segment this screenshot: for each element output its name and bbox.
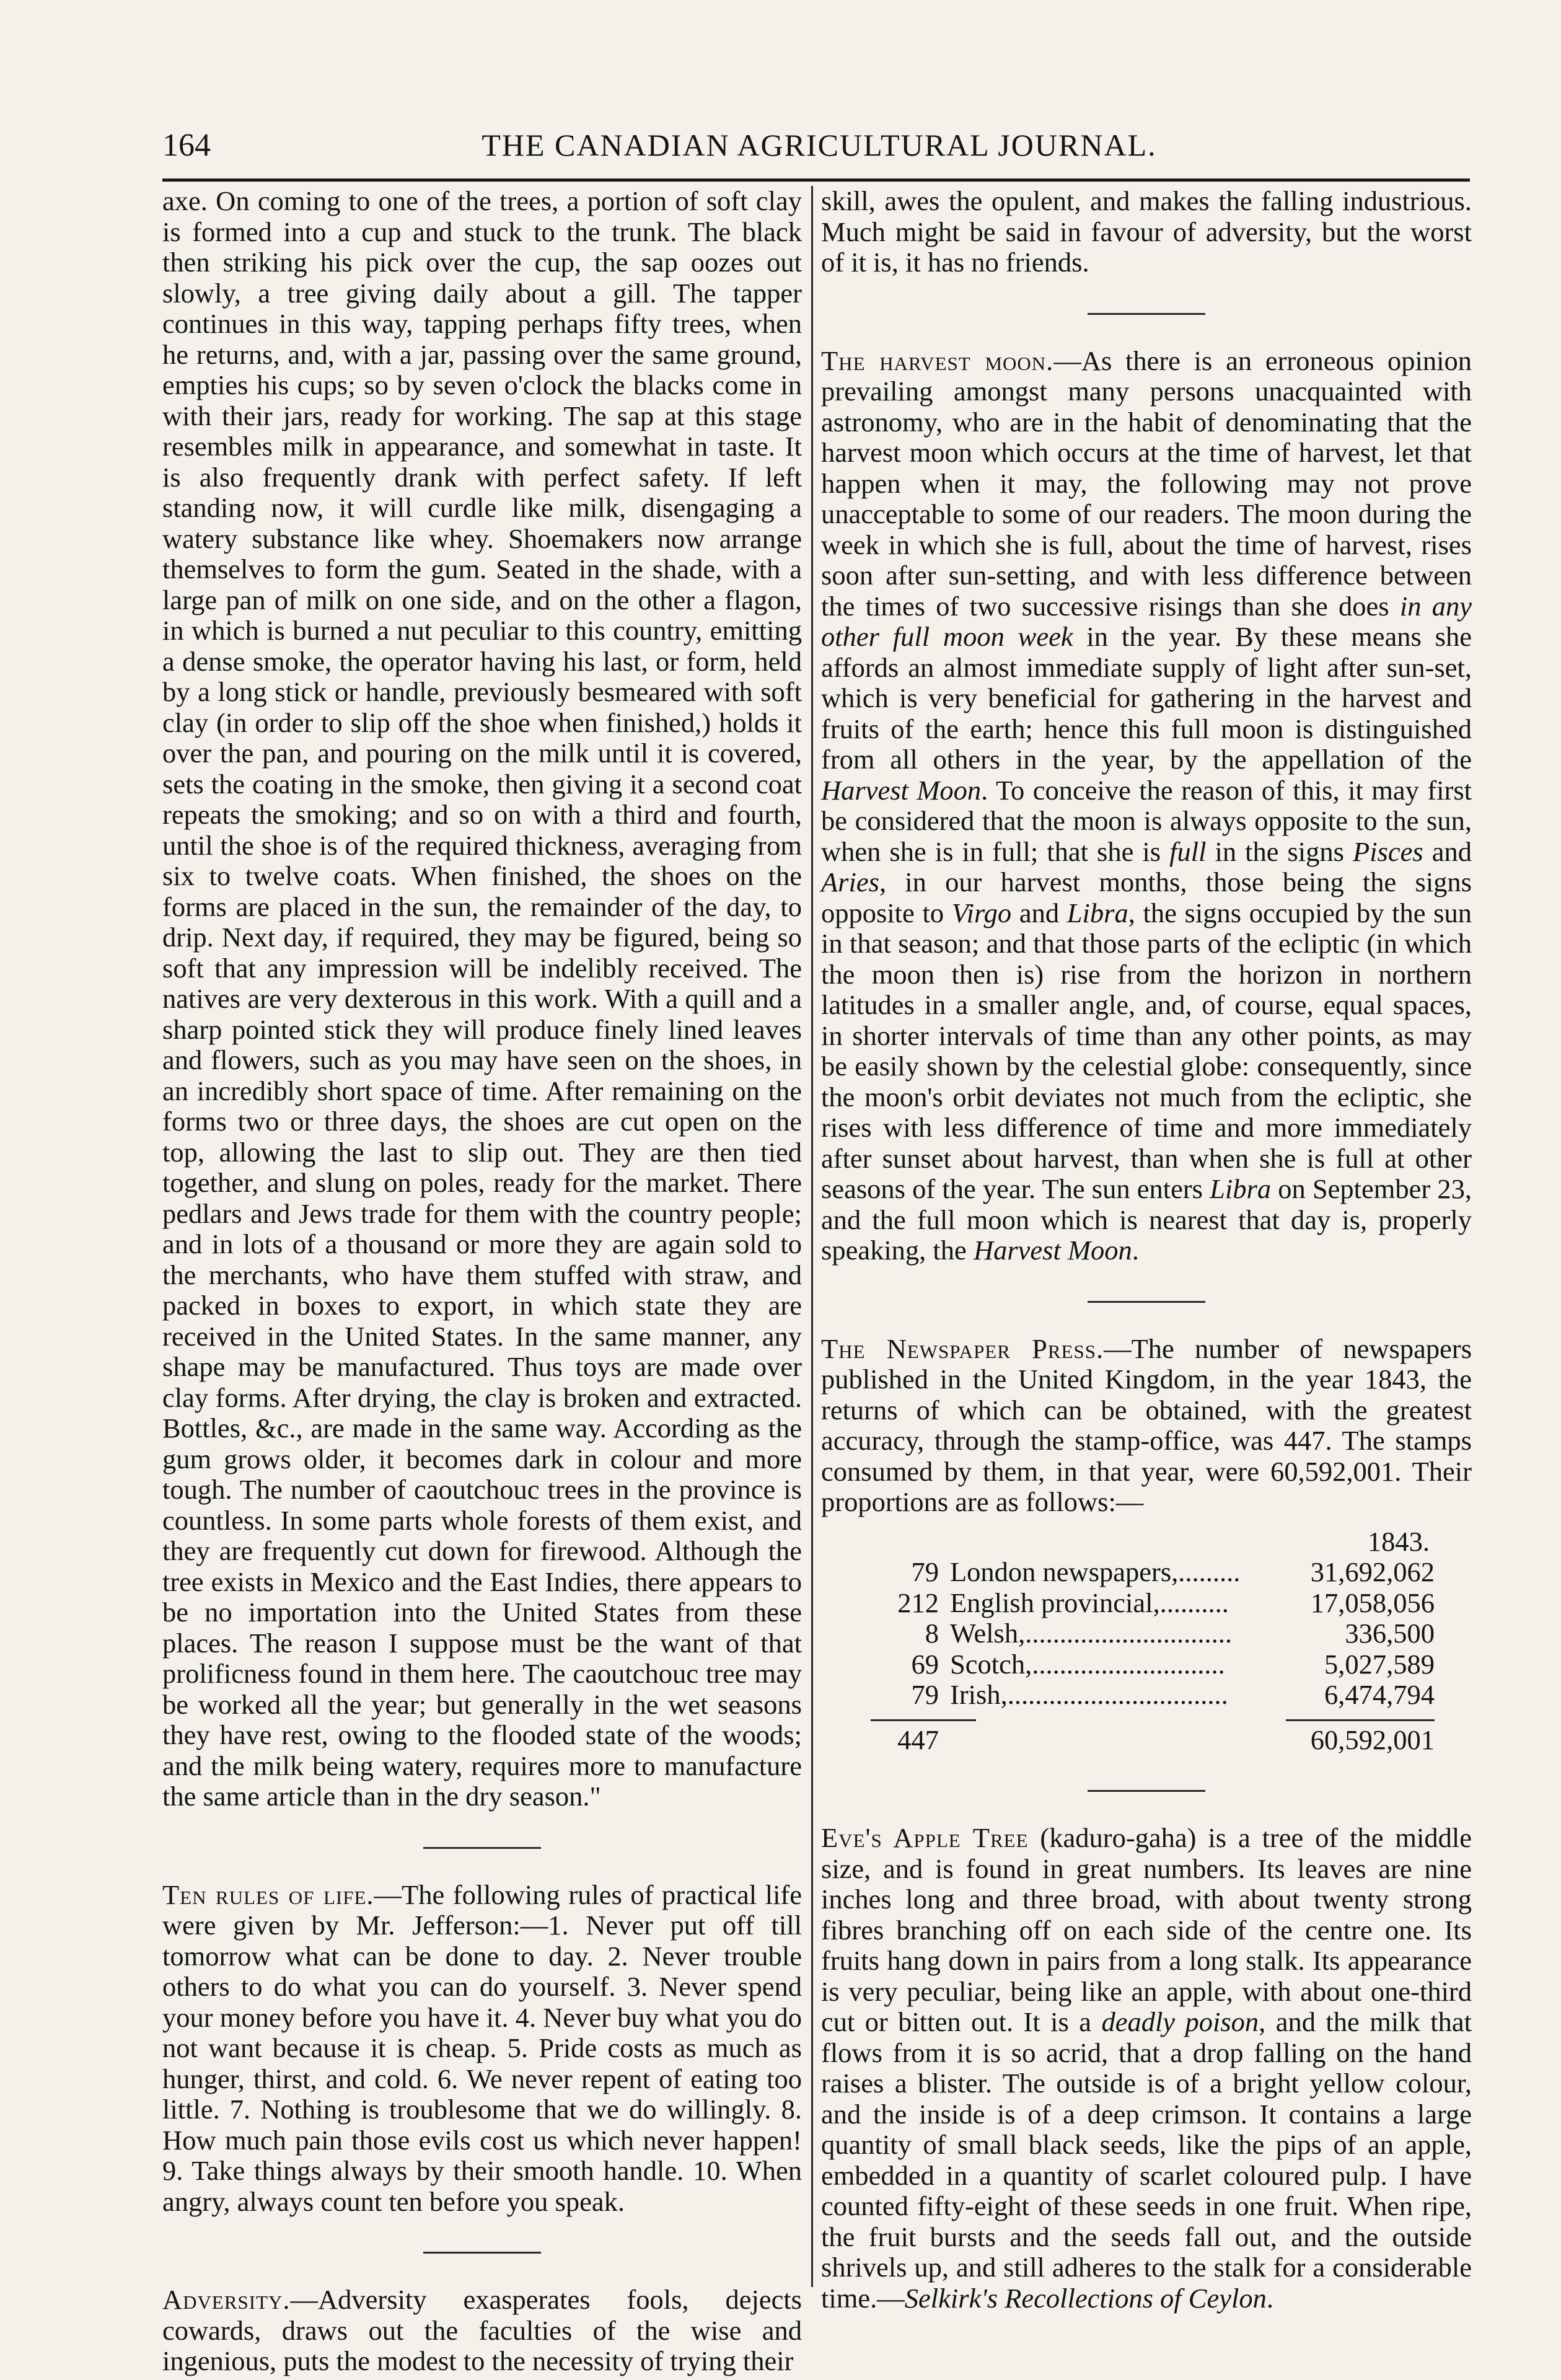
- table-row: [846, 1649, 1435, 1680]
- harvest-emphasis: Libra: [1066, 897, 1128, 928]
- adversity-continued: skill, awes the opulent, and makes the falling industrious. Much might be said in favour of adversity, but the worst of it is, it has no friends.: [821, 185, 1472, 278]
- newspaper-stats-table: [846, 1527, 1435, 1756]
- table-row: [846, 1557, 1435, 1588]
- stats-count: 69: [911, 1648, 939, 1680]
- harvest-emphasis: Harvest Moon: [973, 1235, 1132, 1266]
- harvest-emphasis: Virgo: [951, 897, 1012, 928]
- eve-emphasis: deadly poison: [1101, 2006, 1259, 2037]
- section-divider: [423, 2252, 541, 2254]
- eve-text: .: [1266, 2282, 1273, 2314]
- stats-stamps: 6,474,794: [1324, 1679, 1435, 1710]
- harvest-emphasis: full: [1169, 835, 1207, 867]
- stamps-sum-rule: [1286, 1719, 1435, 1721]
- table-row: [846, 1588, 1435, 1619]
- harvest-moon-paragraph: [821, 346, 1472, 1266]
- eves-apple-tree-paragraph: [821, 1823, 1472, 2314]
- count-sum-rule: [871, 1719, 976, 1721]
- section-divider: [423, 1847, 541, 1849]
- harvest-text: in the signs: [1206, 835, 1353, 867]
- caoutchouc-paragraph: axe. On coming to one of the trees, a portion of soft clay is formed into a cup and stuck to the trunk. The black then striking his pick over the cup, the sap oozes out slowly, a tree giving daily about a gill. The tapper continues in this way, tapping perhaps fifty trees, when he returns, and, with a jar, passing over the same ground, empties his cups; so by seven o'clock the blacks come in with their jars, ready for working. The sap at this stage resembles milk in appearance, and somewhat in taste. It is also frequently drank with perfect safety. If left standing now, it will curdle like milk, disengaging a watery substance like whey. Shoemakers now arrange themselves to form the gum. Seated in the shade, with a large pan of milk on one side, and on the other a flagon, in which is burned a nut peculiar to this country, emitting a dense smoke, the operator having his last, or form, held by a long stick or handle, previously besmeared with soft clay (in order to slip off the shoe when finished,) holds it over the pan, and pouring on the milk until it is covered, sets the coating in the smoke, then giving it a second coat repeats the smoking; and so on with a third and fourth, until the shoe is of the required thickness, averaging from six to twelve coats. When finished, the shoes on the forms are placed in the sun, the remainder of the day, to drip. Next day, if required, they may be figured, being so soft that any impression will be indelibly received. The natives are very dexterous in this work. With a quill and a sharp pointed stick they will produce finely lined leaves and flowers, such as you may have seen on the shoes, in an incredibly short space of time. After remaining on the forms two or three days, the shoes are cut open on the top, allowing the last to slip out. They are then tied together, and slung on poles, ready for the market. There pedlars and Jews trade for them with the country people; and in lots of a thousand or more they are again sold to the merchants, who have them stuffed with straw, and packed in boxes to export, in which state they are received in the United States. In the same manner, any shape may be manufactured. Thus toys are made over clay forms. After drying, the clay is broken and extracted. Bottles, &c., are made in the same way. According as the gum grows older, it becomes dark in colour and more tough. The number of caoutchouc trees in the province is countless. In some parts whole forests of them exist, and they are frequently cut down for firewood. Although the tree exists in Mexico and the East Indies, there appears to be no importation into the United States from these places. The reason I suppose must be the want of that prolificness found in them here. The caoutchouc tree may be worked all the year; but generally in the wet seasons they have rest, owing to the flooded state of the woods; and the milk being watery, requires more to manufacture the same article than in the dry season.": [162, 185, 802, 1812]
- eve-text: , and the milk that flows from it is so acrid, that a drop falling on the hand raises a blister. The outside is of a bright yellow colour, and the inside is of a deep crimson. It contains a large quantity of small black seeds, like the pips of an apple, embedded in a quantity of scarlet coloured pulp. I have counted fifty-eight of these seeds in one fruit. When ripe, the fruit bursts and the seeds fall out, and the outside shrivels up, and still adheres to the stalk for a considerable time.—: [821, 2006, 1472, 2314]
- eve-text: (kaduro-gaha) is a tree of the middle size, and is found in great numbers. Its leaves are nine inches long and three broad, with about twenty strong fibres branching off on each side of the centre one. Its fruits hang down in pairs from a long stalk. Its appearance is very peculiar, being like an apple, with about one-third cut or bitten out. It is a: [821, 1822, 1472, 2037]
- page-number: 164: [162, 128, 211, 163]
- ten-rules-text: —The following rules of practical life were given by Mr. Jefferson:—1. Never put off till tomorrow what can be done to day. 2. Never trouble others to do what you can do yourself. 3. Never spend your money before you have it. 4. Never buy what you do not want because it is cheap. 5. Pride costs as much as hunger, thirst, and cold. 6. We never repent of eating too little. 7. Nothing is troublesome that we do willingly. 8. How much pain those evils cost us which never happen! 9. Take things always by their smooth handle. 10. When angry, always count ten before you speak.: [162, 1879, 802, 2217]
- harvest-text: on September 23, and the full moon which is nearest that day is, properly speaking, the: [821, 1173, 1472, 1266]
- stats-label: Welsh,..............................: [950, 1618, 1232, 1649]
- stats-count: 8: [925, 1618, 939, 1649]
- ten-rules-heading: Ten rules of life.: [162, 1879, 374, 1910]
- stats-label: Scotch,............................: [950, 1648, 1225, 1680]
- column-rule: [811, 186, 813, 2287]
- harvest-text: and: [1011, 897, 1067, 928]
- newspaper-press-text: —The number of newspapers published in the United Kingdom, in the year 1843, the returns of which can be obtained, with the greatest accuracy, through the stamp-office, was 447. The stamps consumed by them, in that year, were 60,592,001. Their proportions are as follows:—: [821, 1333, 1472, 1517]
- harvest-text: and: [1423, 835, 1472, 867]
- harvest-emphasis: in any other full moon week: [821, 590, 1472, 652]
- harvest-text: . To conceive the reason of this, it may first be considered that the moon is always opposite to the sun, when she is in full; that she is: [821, 774, 1472, 867]
- stats-stamps: 336,500: [1345, 1618, 1435, 1649]
- right-column: [821, 185, 1472, 2314]
- stats-label: London newspapers,.........: [950, 1556, 1241, 1587]
- stats-total-count: 447: [897, 1724, 939, 1755]
- stats-sum-rules: [846, 1719, 1435, 1721]
- stats-label: English provincial,..........: [950, 1587, 1229, 1618]
- harvest-emphasis: Libra: [1210, 1173, 1272, 1204]
- stats-stamps: 5,027,589: [1324, 1648, 1435, 1680]
- stats-stamps: 31,692,062: [1310, 1556, 1435, 1587]
- table-row: [846, 1680, 1435, 1711]
- harvest-text: —As there is an erroneous opinion prevailing amongst many persons unacquainted with astronomy, who are in the habit of denominating that the harvest moon which occurs at the time of harvest, let that happen when it may, the following may not prove unacceptable to some of our readers. The moon during the week in which she is full, about the time of harvest, rises soon after sun-setting, and with less difference between the times of two successive risings than she does: [821, 345, 1472, 622]
- newspaper-press-heading: The Newspaper Press.: [821, 1333, 1104, 1364]
- stats-count: 79: [911, 1556, 939, 1587]
- eve-source-citation: Selkirk's Recollections of Ceylon: [904, 2282, 1267, 2314]
- adversity-text: —Adversity exasperates fools, dejects cowards, draws out the faculties of the wise and ingenious, puts the modest to the necessity of trying their: [162, 2284, 802, 2376]
- harvest-text: .: [1132, 1235, 1139, 1266]
- harvest-text: , the signs occupied by the sun in that season; and that those parts of the ecliptic (in which the moon then is) rise from the horizon in northern latitudes in a smaller angle, and, of course, equal spaces, in shorter intervals of time than any other points, as may be easily shown by the celestial globe: consequently, since the moon's orbit deviates not much from the ecliptic, she rises with less difference of time and more immediately after sunset about harvest, than when she is full at other seasons of the year. The sun enters: [821, 897, 1472, 1204]
- adversity-paragraph: [162, 2285, 802, 2377]
- ten-rules-paragraph: [162, 1880, 802, 2218]
- harvest-moon-heading: The harvest moon.: [821, 345, 1054, 376]
- newspaper-press-paragraph: [821, 1334, 1472, 1518]
- page-header: [162, 127, 1476, 177]
- stats-stamps: 17,058,056: [1310, 1587, 1435, 1618]
- stats-total-row: [846, 1725, 1435, 1756]
- left-column: [162, 185, 802, 2376]
- harvest-emphasis: Harvest Moon: [821, 774, 982, 806]
- stats-year-header: 1843.: [1367, 1525, 1430, 1557]
- harvest-text: in the year. By these means she affords an almost immediate supply of light after sun-set, which is very beneficial for gathering in the harvest and fruits of the earth; hence this full moon is distinguished from all others in the year, by the appellation of the: [821, 621, 1472, 775]
- harvest-emphasis: Pisces: [1353, 835, 1423, 867]
- section-divider: [1088, 313, 1205, 315]
- eves-apple-tree-heading: Eve's Apple Tree: [821, 1822, 1029, 1853]
- section-divider: [1088, 1790, 1205, 1792]
- adversity-heading: Adversity.: [162, 2284, 291, 2315]
- section-divider: [1088, 1301, 1205, 1303]
- stats-total-stamps: 60,592,001: [1310, 1724, 1435, 1755]
- table-row: [846, 1618, 1435, 1649]
- harvest-emphasis: Aries: [821, 866, 879, 897]
- header-rule: [162, 178, 1470, 182]
- stats-label: Irish,................................: [950, 1679, 1228, 1710]
- harvest-text: , in our harvest months, those being the signs opposite to: [821, 866, 1472, 928]
- stats-count: 212: [897, 1587, 939, 1618]
- running-title: THE CANADIAN AGRICULTURAL JOURNAL.: [481, 128, 1157, 162]
- stats-count: 79: [911, 1679, 939, 1710]
